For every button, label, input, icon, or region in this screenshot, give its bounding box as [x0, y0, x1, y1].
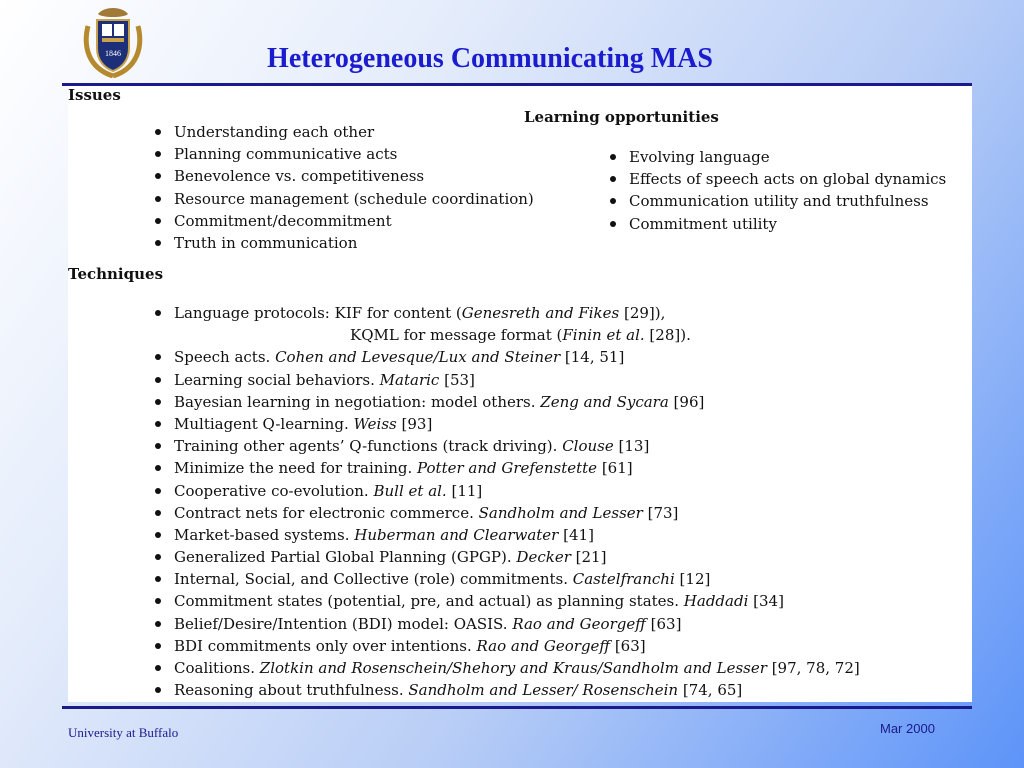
learning-opportunities-heading: Learning opportunities — [524, 108, 719, 126]
technique-citation: Huberman and Clearwater — [354, 525, 559, 544]
technique-reference: [63] — [610, 636, 646, 655]
issues-list — [174, 121, 534, 254]
issues-item: Benevolence vs. competitiveness — [174, 165, 534, 187]
technique-item — [174, 457, 860, 479]
technique-citation: Genesreth and Fikes — [461, 304, 620, 322]
technique-citation: Zlotkin and Rosenschein/Shehory and Kraus/Sandholm and Lesser — [259, 659, 767, 677]
technique-item — [174, 391, 860, 413]
technique-text: Bayesian learning in negotiation: model others. — [174, 392, 541, 411]
technique-item — [174, 435, 860, 457]
technique-citation: Potter and Grefenstette — [417, 459, 598, 478]
technique-text: Language protocols: KIF for content ( — [174, 304, 462, 322]
techniques-list — [174, 302, 860, 701]
issues-item: Commitment/decommitment — [174, 210, 534, 232]
technique-citation: Finin et al. — [562, 326, 645, 345]
issues-item: Planning communicative acts — [174, 143, 534, 165]
technique-item — [174, 635, 860, 657]
technique-reference: [14, 51] — [560, 348, 625, 367]
technique-item — [174, 324, 860, 346]
technique-text: Minimize the need for training. — [174, 459, 418, 478]
technique-text: Generalized Partial Global Planning (GPGP). — [174, 548, 517, 567]
technique-item — [174, 613, 860, 635]
footer-date: Mar 2000 — [880, 721, 935, 736]
technique-reference: [63] — [645, 614, 682, 633]
technique-reference: [93] — [396, 414, 433, 433]
technique-citation: Haddadi — [683, 592, 749, 611]
technique-item — [174, 524, 860, 546]
technique-citation: Rao and Georgeff — [512, 614, 646, 633]
learning-opportunity-item: Communication utility and truthfulness — [629, 190, 946, 212]
technique-text: Internal, Social, and Collective (role) commitments. — [174, 570, 573, 589]
technique-reference: [97, 78, 72] — [766, 659, 860, 677]
technique-text: Cooperative co-evolution. — [174, 481, 374, 500]
footer-divider — [62, 706, 972, 709]
technique-text: Multiagent Q-learning. — [174, 414, 354, 433]
technique-item — [174, 502, 860, 524]
learning-opportunity-item: Commitment utility — [629, 213, 946, 235]
technique-reference: [73] — [642, 503, 679, 522]
slide-title: Heterogeneous Communicating MAS — [267, 43, 713, 74]
technique-citation: Castelfranchi — [572, 570, 675, 589]
footer-institution: University at Buffalo — [68, 725, 179, 740]
technique-citation: Rao and Georgeff — [476, 636, 611, 655]
technique-text: Commitment states (potential, pre, and actual) as planning states. — [174, 592, 684, 611]
technique-text: BDI commitments only over intentions. — [174, 636, 477, 655]
technique-citation: Zeng and Sycara — [540, 392, 669, 411]
technique-text: Reasoning about truthfulness. — [174, 681, 409, 700]
technique-reference: [29]), — [619, 304, 666, 322]
learning-opportunities-list — [629, 146, 946, 235]
technique-reference: [74, 65] — [678, 681, 743, 700]
technique-reference: [12] — [674, 570, 711, 589]
technique-item — [174, 413, 860, 435]
technique-text: Coalitions. — [174, 659, 260, 677]
svg-text:1846: 1846 — [105, 49, 121, 58]
technique-reference: [53] — [439, 370, 475, 389]
technique-item — [174, 302, 860, 324]
issues-item: Understanding each other — [174, 121, 534, 143]
technique-item — [174, 657, 860, 679]
slide-content — [68, 86, 972, 702]
technique-text: Belief/Desire/Intention (BDI) model: OASIS. — [174, 614, 513, 633]
technique-reference: [34] — [748, 592, 784, 611]
technique-item — [174, 369, 860, 391]
technique-reference: [28]). — [644, 326, 691, 345]
technique-text: Speech acts. — [174, 348, 276, 367]
technique-item — [174, 679, 860, 701]
techniques-heading: Techniques — [68, 265, 164, 283]
technique-reference: [41] — [558, 525, 594, 544]
technique-reference: [61] — [597, 459, 633, 478]
technique-item — [174, 546, 860, 568]
technique-citation: Cohen and Levesque/Lux and Steiner — [275, 348, 561, 367]
technique-citation: Mataric — [379, 370, 440, 389]
technique-item — [174, 590, 860, 612]
technique-reference: [13] — [613, 437, 650, 456]
technique-item — [174, 568, 860, 590]
technique-text: Contract nets for electronic commerce. — [174, 503, 479, 522]
technique-text: Learning social behaviors. — [174, 370, 380, 389]
technique-reference: [96] — [668, 392, 705, 411]
technique-text: Training other agents’ Q-functions (track driving). — [174, 437, 563, 456]
technique-item — [174, 480, 860, 502]
technique-reference: [21] — [570, 548, 607, 567]
technique-citation: Weiss — [353, 414, 397, 433]
learning-opportunity-item: Evolving language — [629, 146, 946, 168]
issues-item: Resource management (schedule coordination) — [174, 188, 534, 210]
issues-heading: Issues — [68, 86, 121, 104]
technique-item — [174, 346, 860, 368]
technique-reference: [11] — [446, 481, 483, 500]
technique-citation: Bull et al. — [373, 481, 447, 500]
technique-citation: Decker — [516, 548, 571, 567]
technique-citation: Clouse — [562, 437, 614, 456]
technique-citation: Sandholm and Lesser/ Rosenschein — [408, 681, 679, 700]
technique-citation: Sandholm and Lesser — [478, 503, 643, 522]
technique-text: Market-based systems. — [174, 525, 355, 544]
technique-text: KQML for message format ( — [350, 326, 563, 345]
issues-item: Truth in communication — [174, 232, 534, 254]
learning-opportunity-item: Effects of speech acts on global dynamics — [629, 168, 946, 190]
